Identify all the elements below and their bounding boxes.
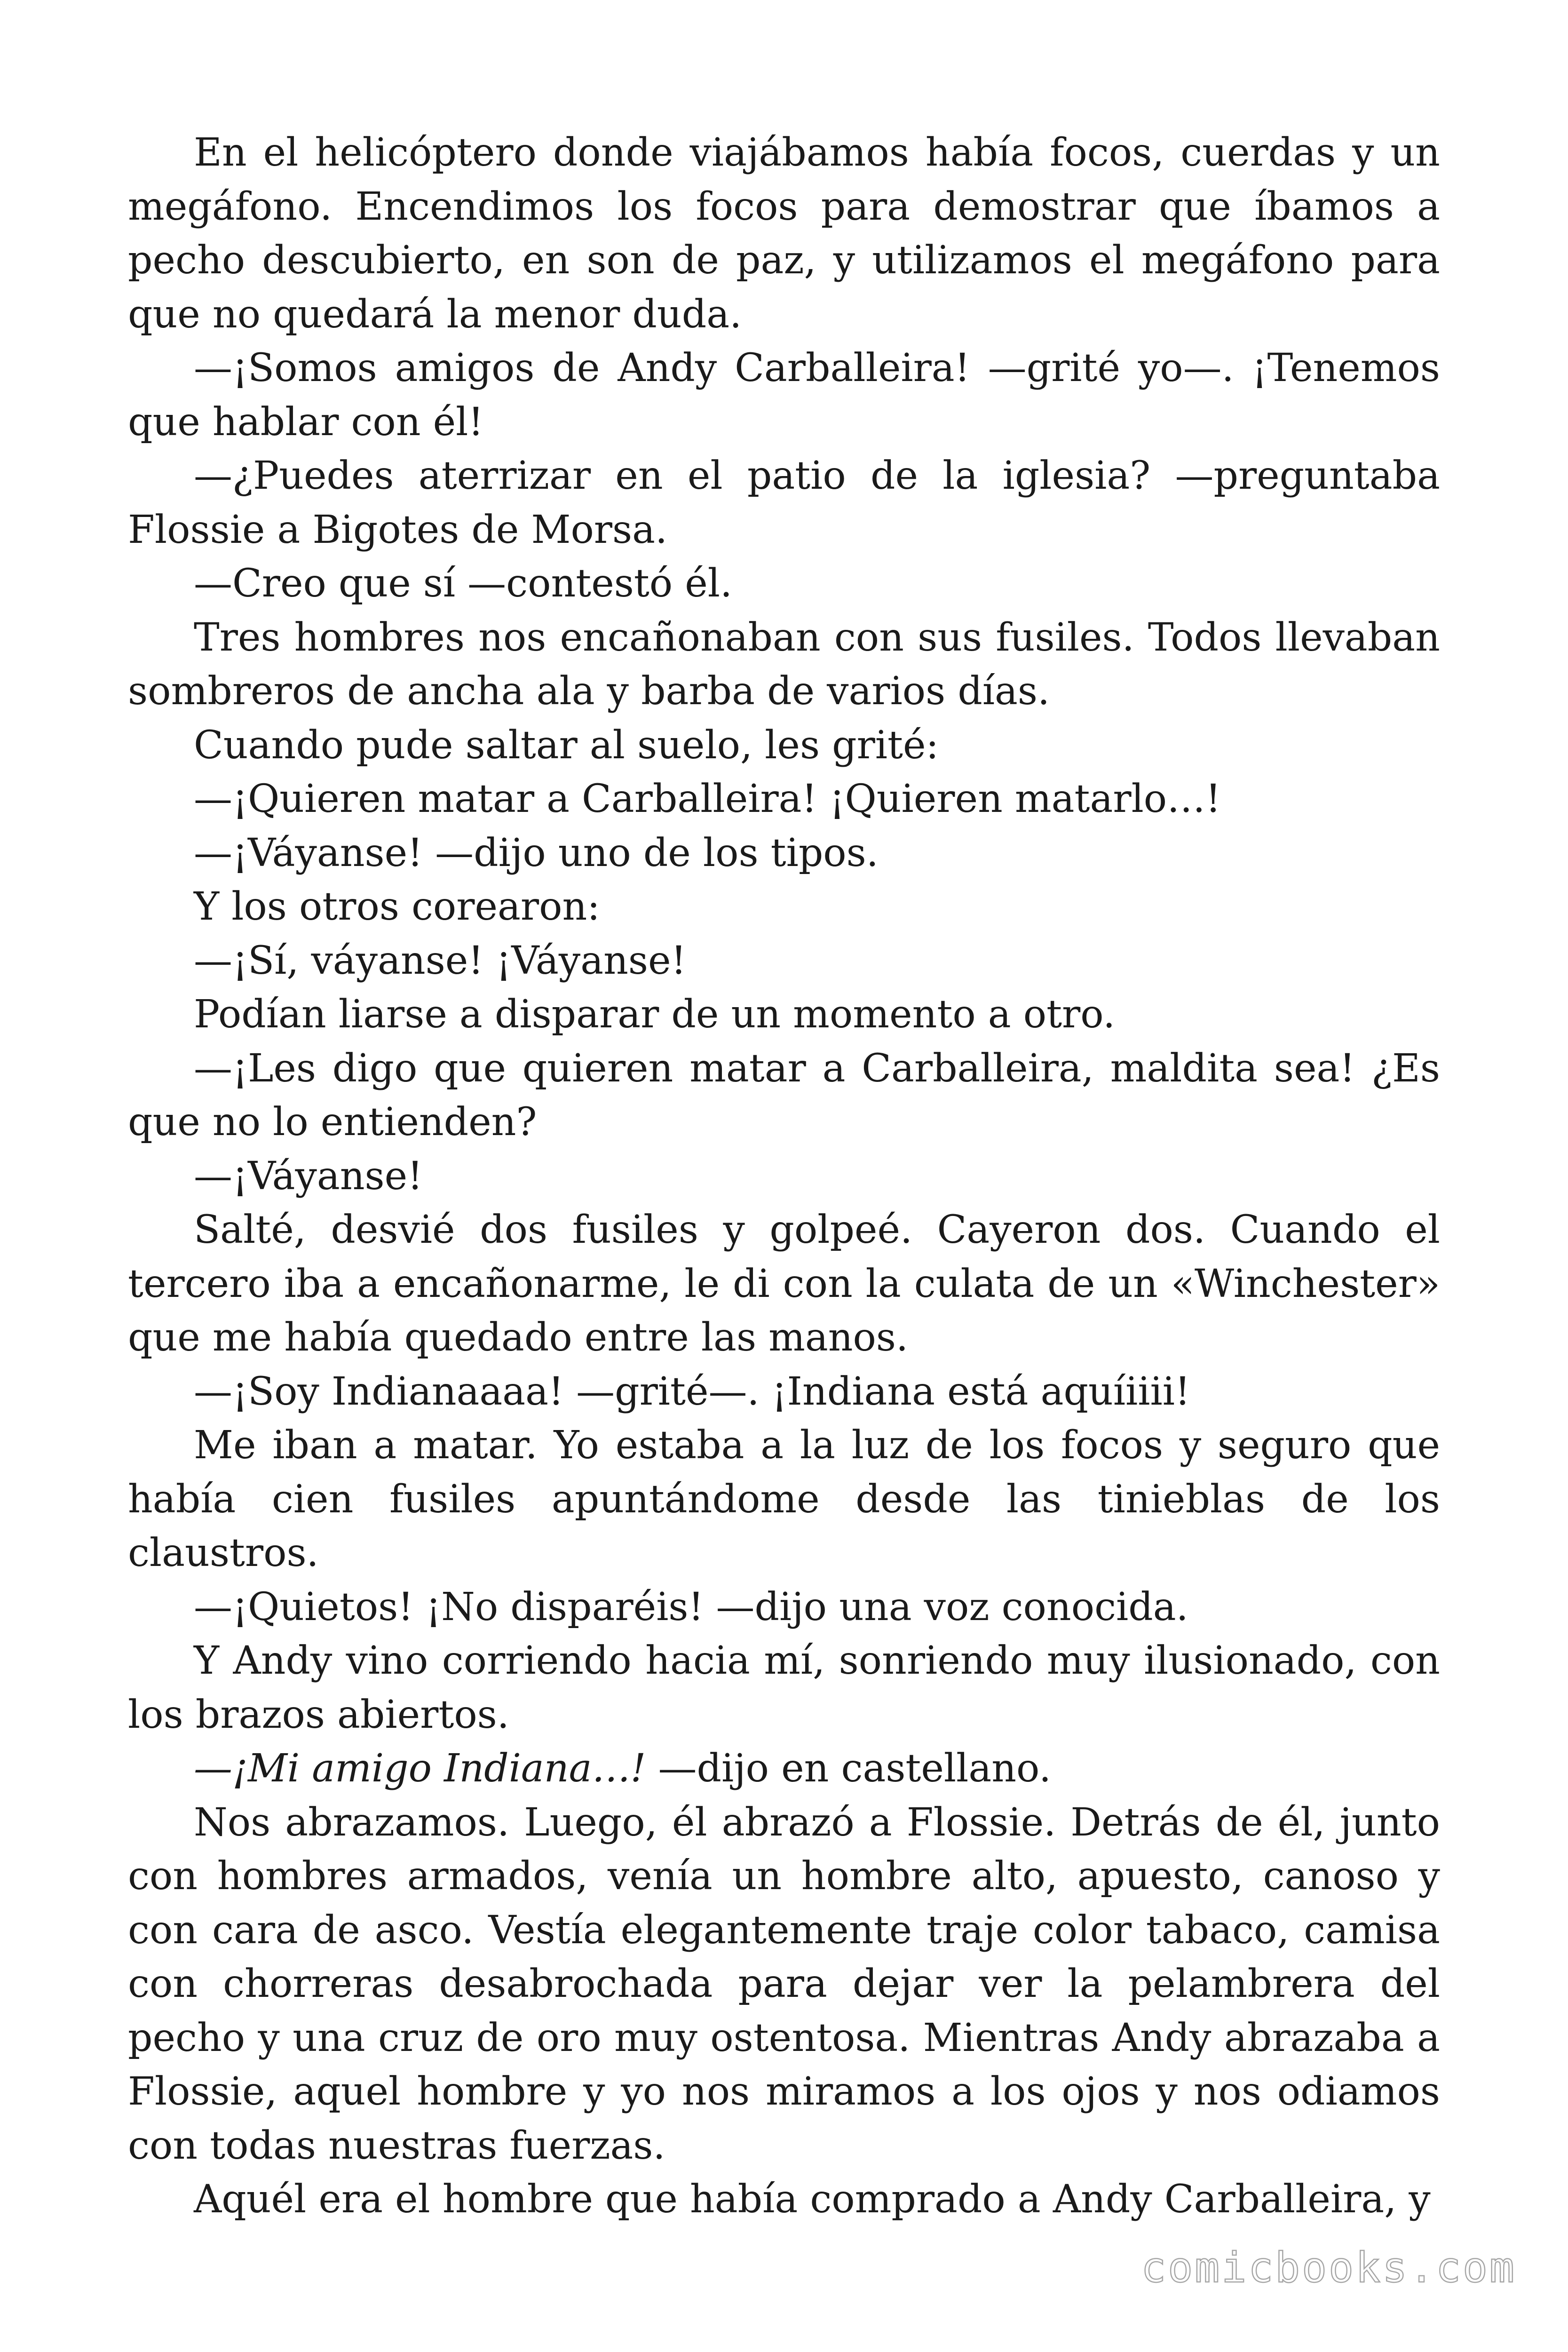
paragraph: Tres hombres nos encañonaban con sus fusiles. Todos llevaban sombreros de ancha ala y barba de varios días. <box>128 615 1440 714</box>
paragraph: —¡Quieren matar a Carballeira! ¡Quieren matarlo…! <box>194 777 1221 821</box>
italic-quote: ¡Mi amigo Indiana…! <box>232 1746 646 1791</box>
paragraph: Me iban a matar. Yo estaba a la luz de los focos y seguro que había cien fusiles apuntándome desde las tinieblas de los claustros. <box>128 1423 1440 1575</box>
italic-dash: — <box>194 1746 232 1791</box>
paragraph: Y los otros corearon: <box>194 884 600 929</box>
paragraph: —¡Les digo que quieren matar a Carballeira, maldita sea! ¿Es que no lo entienden? <box>128 1046 1440 1144</box>
paragraph-italic-dialogue <box>128 1742 1440 1796</box>
dialogue-tag: —dijo en castellano. <box>646 1746 1052 1791</box>
paragraph: Y Andy vino corriendo hacia mí, sonriendo muy ilusionado, con los brazos abiertos. <box>128 1638 1440 1737</box>
paragraph: —¡Soy Indianaaaa! —grité—. ¡Indiana está aquíiiii! <box>194 1369 1190 1414</box>
paragraph: —¡Sí, váyanse! ¡Váyanse! <box>194 938 687 983</box>
paragraph: Nos abrazamos. Luego, él abrazó a Flossie. Detrás de él, junto con hombres armados, venía un hombre alto, apuesto, canoso y con cara de asco. Vestía elegantemente traje color tabaco, camisa con chorreras desabrochada para dejar ver la pelambrera del pecho y una cruz de oro muy ostentosa. Mientras Andy abrazaba a Flossie, aquel hombre y yo nos miramos a los ojos y nos odiamos con todas nuestras fuerzas. <box>128 1800 1440 2168</box>
paragraph: —¿Puedes aterrizar en el patio de la iglesia? —preguntaba Flossie a Bigotes de Morsa. <box>128 453 1440 552</box>
paragraph: —¡Somos amigos de Andy Carballeira! —grité yo—. ¡Tenemos que hablar con él! <box>128 346 1440 445</box>
paragraph: Podían liarse a disparar de un momento a otro. <box>194 992 1116 1037</box>
paragraph: En el helicóptero donde viajábamos había focos, cuerdas y un megáfono. Encendimos los focos para demostrar que íbamos a pecho descubierto, en son de paz, y utilizamos el megáfono para que no quedará la menor duda. <box>128 130 1440 337</box>
paragraph: Aquél era el hombre que había comprado a Andy Carballeira, y <box>194 2177 1431 2222</box>
paragraph: —¡Váyanse! —dijo uno de los tipos. <box>194 830 879 875</box>
paragraph: Salté, desvié dos fusiles y golpeé. Cayeron dos. Cuando el tercero iba a encañonarme, le di con la culata de un «Winchester» que me había quedado entre las manos. <box>128 1208 1440 1360</box>
paragraph: —¡Váyanse! <box>194 1153 423 1199</box>
body-text <box>128 126 1440 2227</box>
paragraph: —¡Quietos! ¡No disparéis! —dijo una voz conocida. <box>194 1584 1188 1629</box>
watermark: comicbooks.com <box>1141 2243 1516 2292</box>
paragraph: —Creo que sí —contestó él. <box>194 561 733 606</box>
paragraph: Cuando pude saltar al suelo, les grité: <box>194 723 939 768</box>
